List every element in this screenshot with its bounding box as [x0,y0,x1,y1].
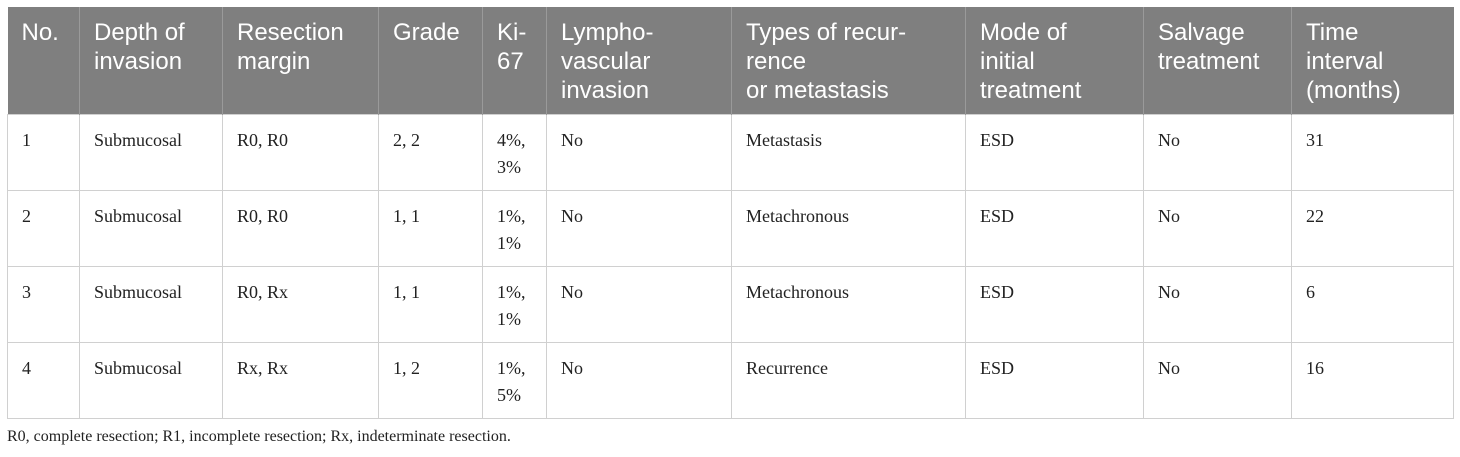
header-time-interval: Time interval (months) [1292,7,1454,115]
cell-lvi: No [547,343,732,419]
cell-grade: 1, 2 [379,343,483,419]
table-body [8,115,1454,419]
header-salvage-treatment: Salvage treatment [1144,7,1292,115]
cell-ki67: 1%, 1% [483,267,547,343]
header-depth-of-invasion: Depth of invasion [80,7,223,115]
cell-interval: 16 [1292,343,1454,419]
cell-depth: Submucosal [80,115,223,191]
header-lymphovascular-invasion: Lympho- vascular invasion [547,7,732,115]
cell-no: 4 [8,343,80,419]
cell-margin: R0, R0 [223,191,379,267]
cell-interval: 31 [1292,115,1454,191]
cell-salvage: No [1144,267,1292,343]
cell-lvi: No [547,115,732,191]
cell-grade: 1, 1 [379,191,483,267]
cell-no: 1 [8,115,80,191]
cell-interval: 22 [1292,191,1454,267]
cell-margin: R0, Rx [223,267,379,343]
table-row [8,115,1454,191]
cell-recurrence-type: Recurrence [732,343,966,419]
cell-interval: 6 [1292,267,1454,343]
cell-initial-treatment: ESD [966,191,1144,267]
cell-initial-treatment: ESD [966,343,1144,419]
cell-recurrence-type: Metachronous [732,267,966,343]
cell-no: 3 [8,267,80,343]
cell-margin: Rx, Rx [223,343,379,419]
cell-lvi: No [547,267,732,343]
cell-grade: 1, 1 [379,267,483,343]
header-ki67: Ki- 67 [483,7,547,115]
data-table-container [7,7,1453,419]
cell-salvage: No [1144,115,1292,191]
cell-initial-treatment: ESD [966,115,1144,191]
table-row [8,191,1454,267]
header-row [8,7,1454,115]
header-initial-treatment: Mode of initial treatment [966,7,1144,115]
cell-lvi: No [547,191,732,267]
cell-ki67: 4%, 3% [483,115,547,191]
recurrence-table [7,7,1454,419]
table-row [8,343,1454,419]
cell-margin: R0, R0 [223,115,379,191]
cell-depth: Submucosal [80,267,223,343]
cell-no: 2 [8,191,80,267]
header-recurrence-type: Types of recur- rence or metastasis [732,7,966,115]
cell-recurrence-type: Metastasis [732,115,966,191]
table-row [8,267,1454,343]
header-no: No. [8,7,80,115]
cell-ki67: 1%, 1% [483,191,547,267]
table-header [8,7,1454,115]
cell-grade: 2, 2 [379,115,483,191]
cell-salvage: No [1144,191,1292,267]
cell-depth: Submucosal [80,343,223,419]
header-resection-margin: Resection margin [223,7,379,115]
cell-ki67: 1%, 5% [483,343,547,419]
cell-initial-treatment: ESD [966,267,1144,343]
cell-depth: Submucosal [80,191,223,267]
table-footnote: R0, complete resection; R1, incomplete resection; Rx, indeterminate resection. [7,428,511,445]
cell-recurrence-type: Metachronous [732,191,966,267]
header-grade: Grade [379,7,483,115]
cell-salvage: No [1144,343,1292,419]
